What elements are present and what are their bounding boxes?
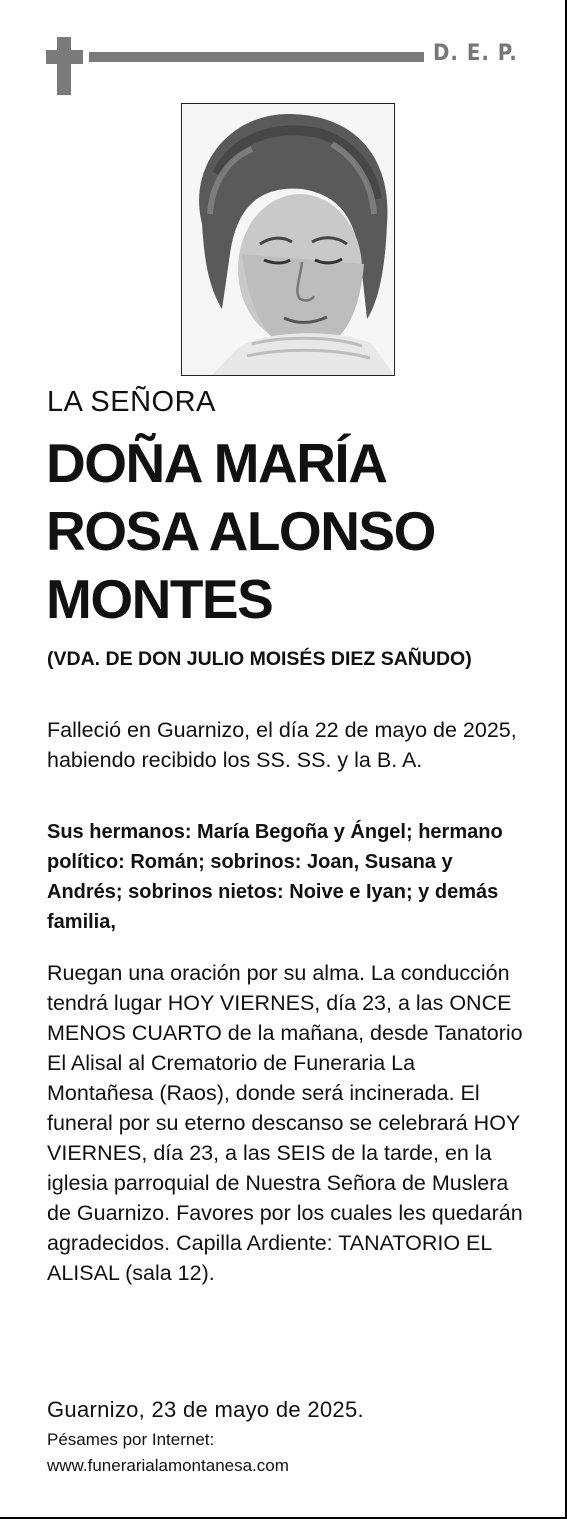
- condolences-label: Pésames por Internet:: [47, 1430, 215, 1449]
- widow-of: (VDA. DE DON JULIO MOISÉS DIEZ SAÑUDO): [47, 648, 472, 670]
- header-rule: [89, 52, 424, 62]
- intro-label: LA SEÑORA: [47, 386, 216, 418]
- funeral-details: Ruegan una oración por su alma. La conducción tendrá lugar HOY VIERNES, día 23, a las ONCE MENOS CUARTO de la mañana, desde Tanatorio El Alisal al Crematorio de Funeraria La Montañesa (Raos), donde será incinerada. El funeral por su eterno descanso se celebrará HOY VIERNES, día 23, a las SEIS de la tarde, en la iglesia parroquial de Nuestra Señora de Muslera de Guarnizo. Favores por los cuales les quedarán agradecidos. Capilla Ardiente: TANATORIO EL ALISAL (sala 12).: [47, 961, 523, 1285]
- condolences-link[interactable]: www.funerarialamontanesa.com: [47, 1456, 289, 1475]
- dep-label: D. E. P.: [433, 41, 518, 66]
- place-date: Guarnizo, 23 de mayo de 2025.: [47, 1397, 364, 1422]
- name-line: DOÑA MARÍA: [46, 432, 387, 494]
- name-line: MONTES: [46, 568, 273, 630]
- deceased-name: [46, 429, 526, 633]
- family-list: Sus hermanos: María Begoña y Ángel; hermano político: Román; sobrinos: Joan, Susana y Andrés; sobrinos nietos: Noive e Iyan; y demás familia,: [47, 821, 503, 933]
- death-notice: Falleció en Guarnizo, el día 22 de mayo de 2025, habiendo recibido los SS. SS. y la B. A.: [47, 718, 517, 772]
- name-line: ROSA ALONSO: [46, 500, 435, 562]
- portrait-photo: [181, 103, 395, 376]
